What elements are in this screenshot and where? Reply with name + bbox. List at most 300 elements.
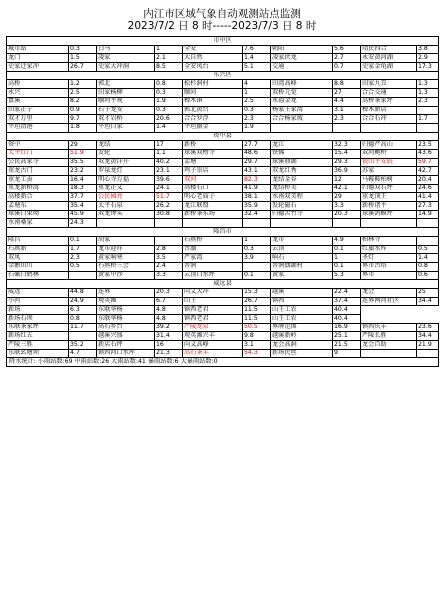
station-name: 靖民四合 — [361, 45, 417, 54]
station-name: 响石 — [271, 254, 333, 263]
station-name: 重龙顶王 — [361, 193, 417, 202]
rainfall-value: 2.1 — [155, 54, 183, 63]
station-name: 归德苦竹寺 — [271, 210, 333, 219]
station-row — [7, 89, 439, 98]
station-name: 田湾高峰 — [271, 80, 333, 89]
station-name: 发轮磁石 — [271, 202, 333, 211]
rainfall-value: 31.4 — [155, 332, 183, 341]
rainfall-value: 0.5 — [69, 262, 97, 271]
station-name: 水南桑家 — [7, 219, 69, 228]
rainfall-value: 3.5 — [155, 254, 183, 263]
station-name: 双河鲍桥 — [361, 149, 417, 158]
station-name: 龙会高洞 — [271, 341, 333, 350]
station-row — [7, 149, 439, 158]
rainfall-value: 0.3 — [69, 45, 97, 54]
station-row — [7, 158, 439, 167]
station-row — [7, 123, 439, 132]
rainfall-value: 43.6 — [417, 149, 439, 158]
station-name: 铁佛 — [271, 149, 333, 158]
rainfall-value: 27 — [333, 89, 361, 98]
rainfall-value: 30.8 — [155, 210, 183, 219]
rainfall-value: 23.2 — [69, 167, 97, 176]
rainfall-value: 41.9 — [243, 184, 271, 193]
station-row — [7, 106, 439, 115]
rainfall-value: 0.8 — [417, 262, 439, 271]
station-name: 明心老庙子 — [183, 193, 243, 202]
station-name: 山王 — [183, 297, 243, 306]
rainfall-value — [155, 236, 183, 245]
section-header-row — [7, 228, 439, 237]
station-name: 古湖 — [183, 245, 243, 254]
station-name: 大自然 — [183, 54, 243, 63]
rainfall-value: 3.1 — [333, 106, 361, 115]
station-name: 公民高家寺 — [7, 158, 69, 167]
station-name: 新桥 — [183, 141, 243, 150]
station-name: 隆昌 — [7, 236, 69, 245]
station-name: 朝阳 — [271, 45, 333, 54]
rainfall-value: 32.4 — [243, 210, 271, 219]
rainfall-value: 2.3 — [333, 115, 361, 124]
station-row — [7, 219, 439, 228]
rainfall-value: 9.7 — [69, 115, 97, 124]
station-row — [7, 210, 439, 219]
station-name: 胡家 — [97, 236, 155, 245]
rainfall-value: 26.2 — [155, 202, 183, 211]
station-name: 交通 — [271, 63, 333, 72]
station-name: 平坦白家 — [97, 123, 155, 132]
section-header: 市中区 — [7, 37, 439, 46]
station-name: 新桥诸平 — [361, 202, 417, 211]
station-name: 严陵三胜 — [7, 341, 69, 350]
rainfall-value: 0.1 — [69, 236, 97, 245]
station-name: 龙会 — [361, 288, 417, 297]
station-name: 新场民丝 — [271, 349, 333, 358]
rainfall-value: 54.3 — [243, 349, 271, 358]
section-header-row — [7, 37, 439, 46]
station-name: 球溪鼎湖 — [271, 158, 333, 167]
station-name: 龙结桥美 — [271, 184, 333, 193]
station-name: 向义大冲 — [183, 288, 243, 297]
rainfall-value: 20.4 — [417, 176, 439, 185]
rainfall-value: 37.4 — [333, 297, 361, 306]
station-name: 平坦丽金 — [183, 123, 243, 132]
rainfall-value: 24.9 — [69, 297, 97, 306]
station-name: 发轮 — [97, 149, 155, 158]
station-name: 龙市 — [271, 236, 333, 245]
station-name: 新场石坝 — [7, 315, 69, 324]
rainfall-value: 4.8 — [155, 315, 183, 324]
rainfall-value: 2.3 — [243, 115, 271, 124]
station-name — [361, 219, 417, 228]
rainfall-value: 29.3 — [333, 158, 361, 167]
rainfall-value: 34.4 — [417, 297, 439, 306]
rainfall-value: 20.3 — [155, 288, 183, 297]
station-row — [7, 176, 439, 185]
station-row — [7, 297, 439, 306]
rainfall-value: 11.5 — [243, 306, 271, 315]
rainfall-value: 35.4 — [69, 202, 97, 211]
section-header-row — [7, 132, 439, 141]
rainfall-table-container — [6, 36, 438, 584]
station-name: 向义高峰 — [183, 341, 243, 350]
rainfall-value: 1.4 — [243, 54, 271, 63]
rainfall-value — [243, 219, 271, 228]
rainfall-value: 15.4 — [333, 149, 361, 158]
rainfall-value: 1.5 — [69, 54, 97, 63]
station-name: 双才万里 — [7, 115, 69, 124]
section-header: 资中县 — [7, 132, 439, 141]
rainfall-value: 24.1 — [155, 184, 183, 193]
station-row — [7, 271, 439, 280]
station-name: 柏林寺 — [361, 236, 417, 245]
station-row — [7, 115, 439, 124]
station-name: 顺河 — [183, 89, 243, 98]
station-name — [97, 219, 155, 228]
station-name: 合合交通 — [361, 89, 417, 98]
rainfall-value: 17 — [155, 141, 183, 150]
station-name: 石燕新 — [7, 245, 69, 254]
rainfall-value: 34.4 — [417, 332, 439, 341]
rainfall-value: 0.8 — [155, 80, 183, 89]
station-name: 新桥茶东场 — [183, 210, 243, 219]
station-row — [7, 315, 439, 324]
table-body — [7, 37, 439, 367]
rainfall-value: 0.1 — [243, 271, 271, 280]
station-name: 重龙新桥湾 — [7, 184, 69, 193]
station-name: 苏家 — [361, 167, 417, 176]
rainfall-value: 21.3 — [155, 349, 183, 358]
rainfall-value: 3.9 — [243, 254, 271, 263]
station-name: 城市站 — [7, 45, 69, 54]
station-name: 圣灯 — [361, 254, 417, 263]
rainfall-value: 38.1 — [243, 193, 271, 202]
station-name: 东联茶家坪 — [7, 323, 69, 332]
rainfall-value: 24.3 — [69, 219, 97, 228]
station-row — [7, 45, 439, 54]
station-row — [7, 349, 439, 358]
station-name: 东联华杨 — [97, 306, 155, 315]
station-name: 郭北黄台 — [183, 106, 243, 115]
rainfall-value: 20.3 — [333, 210, 361, 219]
station-row — [7, 141, 439, 150]
rainfall-value: 1.4 — [155, 123, 183, 132]
station-name: 石碾白鹤林 — [7, 271, 69, 280]
station-row — [7, 193, 439, 202]
page-title: 内江市区域气象自动观测站点监测 — [143, 8, 301, 20]
station-name: 金鹅山川 — [7, 262, 69, 271]
station-name: 石燕桥三会 — [97, 262, 155, 271]
rainfall-value: 9 — [333, 349, 361, 358]
rainfall-value: 2.3 — [69, 254, 97, 263]
rainfall-value: 39.2 — [155, 323, 183, 332]
station-name: 椑木新店 — [361, 106, 417, 115]
station-name: 石子龙安 — [97, 106, 155, 115]
rainfall-value: 40.2 — [155, 158, 183, 167]
rainfall-value: 29.7 — [243, 158, 271, 167]
rainfall-value: 82.3 — [243, 176, 271, 185]
rainfall-value: 1.7 — [69, 245, 97, 254]
rainfall-value: 15.3 — [243, 288, 271, 297]
rainfall-value: 42.7 — [417, 167, 439, 176]
rainfall-value: 21.9 — [417, 341, 439, 350]
station-name: 普润 — [183, 262, 243, 271]
station-name: 鸡子崇店 — [183, 167, 243, 176]
station-name: 郭北 — [97, 80, 155, 89]
station-name: 连界 — [97, 288, 155, 297]
station-name: 云顶白水坪 — [183, 271, 243, 280]
station-name: 威远 — [7, 288, 69, 297]
rainfall-value: 0.7 — [333, 63, 361, 72]
station-name: 永福金龙 — [271, 97, 333, 106]
station-name: 田家正子 — [7, 106, 69, 115]
station-name: 龙会百助 — [361, 341, 417, 350]
rainfall-value: 20.6 — [155, 115, 183, 124]
section-header-row — [7, 280, 439, 289]
rainfall-value: 27.7 — [243, 141, 271, 150]
rainfall-value: 4.8 — [155, 306, 183, 315]
rainfall-value: 50.5 — [243, 323, 271, 332]
station-name: 孟塘东 — [7, 202, 69, 211]
footer-row — [7, 358, 439, 367]
rainfall-value: 40.4 — [333, 306, 361, 315]
station-name: 田家杨柳 — [97, 89, 155, 98]
rainfall-value: 2.5 — [243, 97, 271, 106]
station-name: 新场 — [7, 306, 69, 315]
rainfall-value: 1.3 — [417, 89, 439, 98]
station-name: 罗泉龙灯 — [97, 167, 155, 176]
station-row — [7, 306, 439, 315]
station-row — [7, 332, 439, 341]
station-name: 高桥 — [7, 80, 69, 89]
station-name — [271, 123, 333, 132]
rainfall-value: 11.5 — [243, 315, 271, 324]
station-row — [7, 262, 439, 271]
page-subtitle: 2023/7/2 日 8 时-----2023/7/3 日 8 时 — [127, 20, 317, 32]
rainfall-value: 16 — [155, 341, 183, 350]
station-name: 归德双石坪 — [361, 184, 417, 193]
rainfall-value: 6.3 — [69, 306, 97, 315]
station-name — [271, 219, 333, 228]
section-header: 东兴区 — [7, 71, 439, 80]
station-name: 富溪 — [7, 97, 69, 106]
rainfall-value — [69, 332, 97, 341]
station-name: 镇西河口水库 — [97, 349, 155, 358]
station-name: 镇西老君 — [183, 315, 243, 324]
rainfall-value: 2.7 — [333, 54, 361, 63]
station-name: 孟塘 — [183, 158, 243, 167]
station-name: 东联幺塘坝 — [7, 349, 69, 358]
station-name: 云顶 — [271, 245, 333, 254]
rainfall-value: 26.7 — [243, 297, 271, 306]
rainfall-value: 9.8 — [243, 332, 271, 341]
station-name: 平坦清港 — [7, 123, 69, 132]
station-row — [7, 63, 439, 72]
rainfall-value: 35.9 — [243, 202, 271, 211]
station-name: 永安黄河湖 — [361, 54, 417, 63]
rainfall-value: 0.3 — [243, 106, 271, 115]
station-name: 球溪白果坳 — [7, 210, 69, 219]
rainfall-value — [417, 349, 439, 358]
rainfall-value: 7.6 — [243, 45, 271, 54]
station-name: 全安 — [183, 45, 243, 54]
rainfall-value: 59.7 — [417, 158, 439, 167]
station-row — [7, 254, 439, 263]
station-name: 高石茶丰 — [183, 349, 243, 358]
station-name: 球溪鸽蟆坪 — [361, 210, 417, 219]
rainfall-value: 1 — [333, 254, 361, 263]
rainfall-value: 41.4 — [417, 193, 439, 202]
rainfall-value: 1.4 — [417, 254, 439, 263]
rainfall-value: 1.3 — [417, 80, 439, 89]
station-row — [7, 323, 439, 332]
station-name: 界市 — [361, 271, 417, 280]
station-name: 红旗水库 — [361, 245, 417, 254]
rainfall-value: 1.9 — [243, 123, 271, 132]
rainfall-value — [417, 106, 439, 115]
rainfall-value: 3.8 — [417, 45, 439, 54]
station-name: 石燕桥 — [183, 236, 243, 245]
rainfall-value: 26.7 — [69, 63, 97, 72]
rainfall-value: 16.9 — [333, 323, 361, 332]
station-name: 新店石坪 — [97, 341, 155, 350]
rainfall-value: 35.5 — [69, 158, 97, 167]
station-name: 合合杨家坡 — [271, 115, 333, 124]
rainfall-value: 29 — [69, 141, 97, 150]
station-name: 镇西庆丰 — [361, 323, 417, 332]
rainfall-value: 1.8 — [69, 123, 97, 132]
rainfall-value: 51.7 — [155, 193, 183, 202]
station-name: 马鞍鞍柏树 — [361, 176, 417, 185]
rainfall-value: 1.2 — [69, 80, 97, 89]
rainfall-value: 8.2 — [69, 97, 97, 106]
rainfall-value: 1.1 — [155, 149, 183, 158]
station-name: 顺河平观 — [97, 97, 155, 106]
station-name: 银山平安院 — [361, 158, 417, 167]
rainfall-value: 45.9 — [69, 210, 97, 219]
rainfall-value: 5.3 — [333, 271, 361, 280]
station-name: 太平红门 — [7, 149, 69, 158]
station-name: 重龙工贡 — [7, 176, 69, 185]
rainfall-value — [333, 123, 361, 132]
rainfall-value: 0.1 — [333, 245, 361, 254]
station-name: 龙江联盟 — [183, 202, 243, 211]
rainfall-value — [155, 219, 183, 228]
station-name: 白马 — [97, 45, 155, 54]
rainfall-value: 6.7 — [155, 297, 183, 306]
station-row — [7, 184, 439, 193]
station-name: 资中 — [7, 141, 69, 150]
rainfall-value: 8.5 — [155, 63, 183, 72]
rainfall-value: 1 — [155, 45, 183, 54]
station-name — [183, 219, 243, 228]
rainfall-value — [243, 262, 271, 271]
station-name: 高桥茶家坪 — [361, 97, 417, 106]
rainfall-value — [417, 123, 439, 132]
station-name: 高楼新合 — [7, 193, 69, 202]
station-name: 山王工农 — [271, 315, 333, 324]
section-header: 隆昌市 — [7, 228, 439, 237]
station-name — [361, 123, 417, 132]
rainfall-value: 0.3 — [155, 106, 183, 115]
station-row — [7, 202, 439, 211]
station-name: 球溪双榜寺 — [183, 149, 243, 158]
station-name: 凌家 — [97, 54, 155, 63]
rainfall-value: 11.7 — [69, 323, 97, 332]
rainfall-value: 4 — [243, 80, 271, 89]
station-name: 史家迁家冲 — [7, 63, 69, 72]
rainfall-value — [69, 271, 97, 280]
station-row — [7, 341, 439, 350]
station-name: 越溪 — [271, 288, 333, 297]
rainfall-value: 27.3 — [417, 202, 439, 211]
station-name: 重龙古门 — [7, 167, 69, 176]
station-name: 黄家中沙 — [97, 271, 155, 280]
station-name: 镇西老君 — [183, 306, 243, 315]
rainfall-value: 0.3 — [243, 245, 271, 254]
rainfall-value — [417, 219, 439, 228]
rainfall-value: 4.4 — [333, 97, 361, 106]
station-name: 全安凤台 — [183, 63, 243, 72]
rainfall-value: 1.7 — [417, 115, 439, 124]
rainfall-value — [333, 219, 361, 228]
rainfall-value: 3.3 — [333, 202, 361, 211]
rainfall-value: 39.6 — [155, 176, 183, 185]
station-name: 椑木镇 — [183, 97, 243, 106]
rainfall-value: 25 — [417, 288, 439, 297]
station-row — [7, 236, 439, 245]
rainfall-value: 43.1 — [243, 167, 271, 176]
station-name: 凌家伏龙 — [271, 54, 333, 63]
rainfall-value: 4.7 — [69, 349, 97, 358]
station-name: 黄家响寒 — [97, 254, 155, 263]
rainfall-value: 21.5 — [333, 341, 361, 350]
station-name: 合合罗浮 — [183, 115, 243, 124]
rainfall-value: 12 — [333, 176, 361, 185]
station-name: 明心寺万福 — [97, 176, 155, 185]
station-name: 普润偶湖村 — [271, 262, 333, 271]
rainfall-summary: 降水统计: 小雨站数:69 中雨站数:26 大雨站数:41 暴雨站数:6 大暴雨站数:0 — [7, 358, 439, 367]
rainfall-value: 0.6 — [417, 271, 439, 280]
station-name — [361, 349, 417, 358]
station-name: 严陵长胜 — [361, 332, 417, 341]
rainfall-value: 14.9 — [417, 210, 439, 219]
rainfall-value: 5.6 — [333, 45, 361, 54]
station-name: 严家湾 — [183, 254, 243, 263]
station-name: 高楼石口 — [183, 184, 243, 193]
rainfall-value: 2.4 — [155, 262, 183, 271]
station-name: 双凤 — [7, 254, 69, 263]
rainfall-value: 40.4 — [333, 315, 361, 324]
station-name: 龙结金谷 — [271, 176, 333, 185]
station-name: 观英滩兴丰 — [183, 332, 243, 341]
rainfall-value: 29 — [333, 193, 361, 202]
rainfall-value: 37.7 — [69, 193, 97, 202]
station-name: 史家大冲洞 — [97, 63, 155, 72]
station-name: 高石乡台 — [97, 323, 155, 332]
station-name: 太平石泉 — [97, 202, 155, 211]
rainfall-value: 51.9 — [69, 149, 97, 158]
rainfall-value: 1 — [243, 236, 271, 245]
rainfall-value: 25.1 — [333, 332, 361, 341]
station-row — [7, 288, 439, 297]
rainfall-value: 0.9 — [69, 106, 97, 115]
station-name: 龙门 — [7, 54, 69, 63]
rainfall-value: 22.4 — [333, 288, 361, 297]
station-name: 松杉洞村 — [183, 80, 243, 89]
rainfall-value: 23.1 — [155, 167, 183, 176]
station-name: 田家九丑 — [361, 80, 417, 89]
rainfall-value: 0.8 — [69, 315, 97, 324]
